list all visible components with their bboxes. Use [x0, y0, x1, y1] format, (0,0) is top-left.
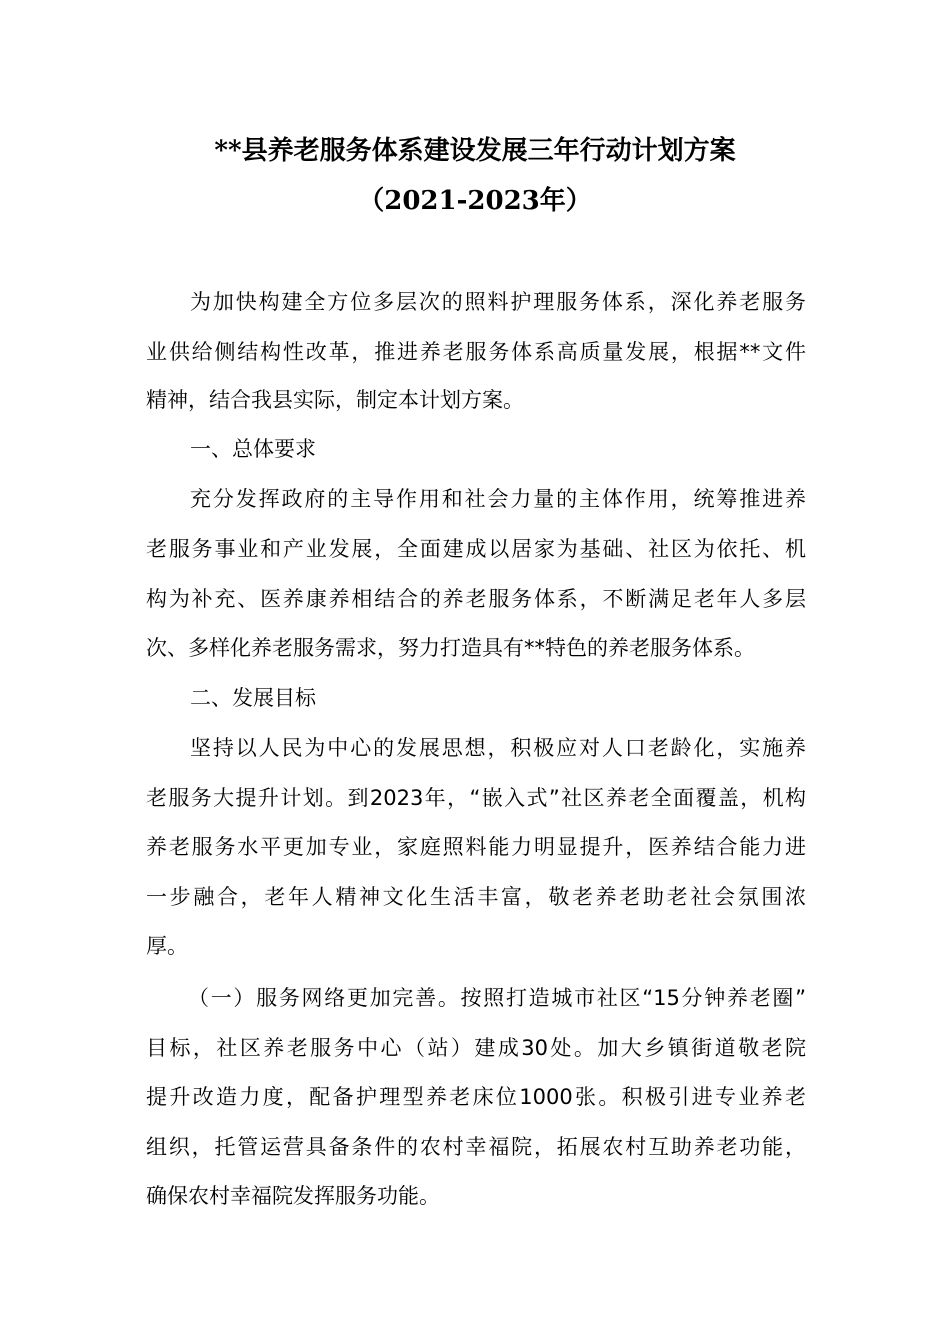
section-heading: 一、总体要求 — [190, 437, 316, 461]
paragraph-line: （一）服务网络更加完善。按照打造城市社区“15分钟养老圈” — [188, 986, 806, 1010]
document-subtitle-years: （2021-2023年） — [358, 186, 592, 216]
paragraph-line: 次、多样化养老服务需求，努力打造具有**特色的养老服务体系。 — [146, 636, 755, 660]
document-title: **县养老服务体系建设发展三年行动计划方案 — [214, 136, 736, 166]
paragraph-line: 坚持以人民为中心的发展思想，积极应对人口老龄化，实施养 — [190, 736, 806, 760]
paragraph-line: 老服务事业和产业发展，全面建成以居家为基础、社区为依托、机 — [146, 537, 806, 561]
paragraph-line: 一步融合，老年人精神文化生活丰富，敬老养老助老社会氛围浓 — [146, 885, 806, 909]
paragraph-line: 为加快构建全方位多层次的照料护理服务体系，深化养老服务 — [190, 290, 806, 314]
paragraph-line: 业供给侧结构性改革，推进养老服务体系高质量发展，根据**文件 — [146, 340, 806, 364]
paragraph-line: 精神，结合我县实际，制定本计划方案。 — [146, 388, 524, 412]
paragraph-line: 构为补充、医养康养相结合的养老服务体系，不断满足老年人多层 — [146, 587, 806, 611]
paragraph-line: 组织，托管运营具备条件的农村幸福院，拓展农村互助养老功能， — [146, 1135, 806, 1159]
section-heading: 二、发展目标 — [190, 686, 316, 710]
paragraph-line: 目标，社区养老服务中心（站）建成30处。加大乡镇街道敬老院 — [146, 1036, 806, 1060]
paragraph-line: 养老服务水平更加专业，家庭照料能力明显提升，医养结合能力进 — [146, 835, 806, 859]
paragraph-line: 厚。 — [146, 934, 188, 958]
paragraph-line: 老服务大提升计划。到2023年，“嵌入式”社区养老全面覆盖，机构 — [146, 786, 806, 810]
paragraph-line: 充分发挥政府的主导作用和社会力量的主体作用，统筹推进养 — [190, 487, 806, 511]
paragraph-line: 提升改造力度，配备护理型养老床位1000张。积极引进专业养老 — [146, 1085, 806, 1109]
paragraph-line: 确保农村幸福院发挥服务功能。 — [146, 1184, 440, 1208]
